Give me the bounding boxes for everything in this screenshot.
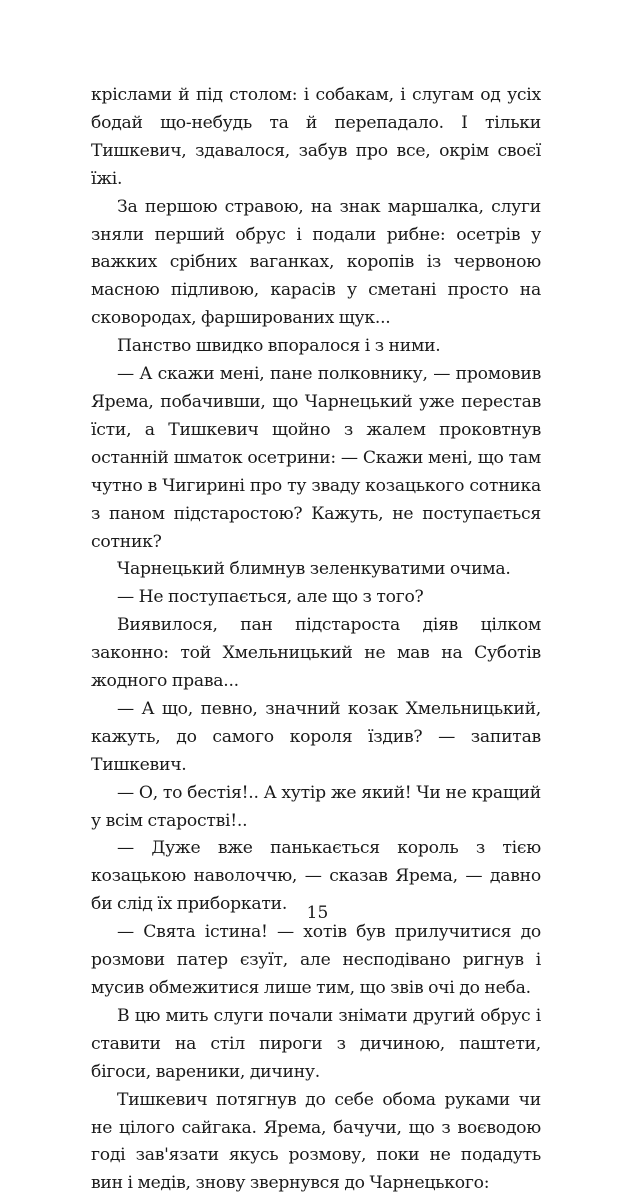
paragraph: — А що, певно, значний козак Хмельницький, кажуть, до самого короля їздив? — запитав Тишкевич. — [91, 698, 541, 775]
paragraph: — Дуже вже панькається король з тією козацькою наволоччю, — сказав Ярема, — давно би слід їх приборкати. — [91, 838, 541, 915]
paragraph: Виявилося, пан підстароста діяв цілком законно: той Хмельницький не мав на Суботів жодного права... — [91, 615, 541, 692]
paragraph: Тишкевич потягнув до себе обома руками чи не цілого сайгака. Ярема, бачучи, що з воєводою годі зав'язати якусь розмову, поки не подадуть вин і медів, знову звернувся до Чарнецького: — [91, 1089, 541, 1194]
paragraph: — Не поступається, але що з того? — [117, 587, 424, 608]
page-number: 15 — [306, 903, 329, 923]
paragraph: — Свята істина! — хотів був прилучитися до розмови патер єзуїт, але несподівано ригнув і мусив обмежитися лише тим, що звів очі до неба. — [91, 922, 541, 998]
paragraph: — О, то бестія!.. А хутір же який! Чи не кращий у всім старостві!.. — [91, 782, 541, 831]
page-text — [91, 82, 541, 1198]
paragraph: В цю мить слуги почали знімати другий обрус і ставити на стіл пироги з дичиною, паштети, бігоси, вареники, дичину. — [91, 1005, 541, 1082]
paragraph: Чарнецький блимнув зеленкуватими очима. — [117, 559, 511, 580]
paragraph: — А скажи мені, пане полковнику, — промовив Ярема, побачивши, що Чарнецький уже перестав їсти, а Тишкевич щойно з жалем проковтнув останній шматок осетрини: — Скажи мені, що там чутно в Чигирині про ту зваду козацького сотника з паном підстаростою? Кажуть, не поступається сотник? — [91, 364, 541, 552]
paragraph: Панство швидко впоралося і з ними. — [117, 336, 441, 357]
paragraph: За першою стравою, на знак маршалка, слуги зняли перший обрус і подали рибне: осетрів у важких срібних ваганках, коропів із червоною масною підливою, карасів у сметані просто на сковородах, фаршированих щук... — [91, 196, 541, 329]
paragraph: кріслами й під столом: і собакам, і слугам од усіх бодай що-небудь та й перепадало. І тільки Тишкевич, здавалося, забув про все, окрім своєї їжі. — [91, 85, 541, 189]
